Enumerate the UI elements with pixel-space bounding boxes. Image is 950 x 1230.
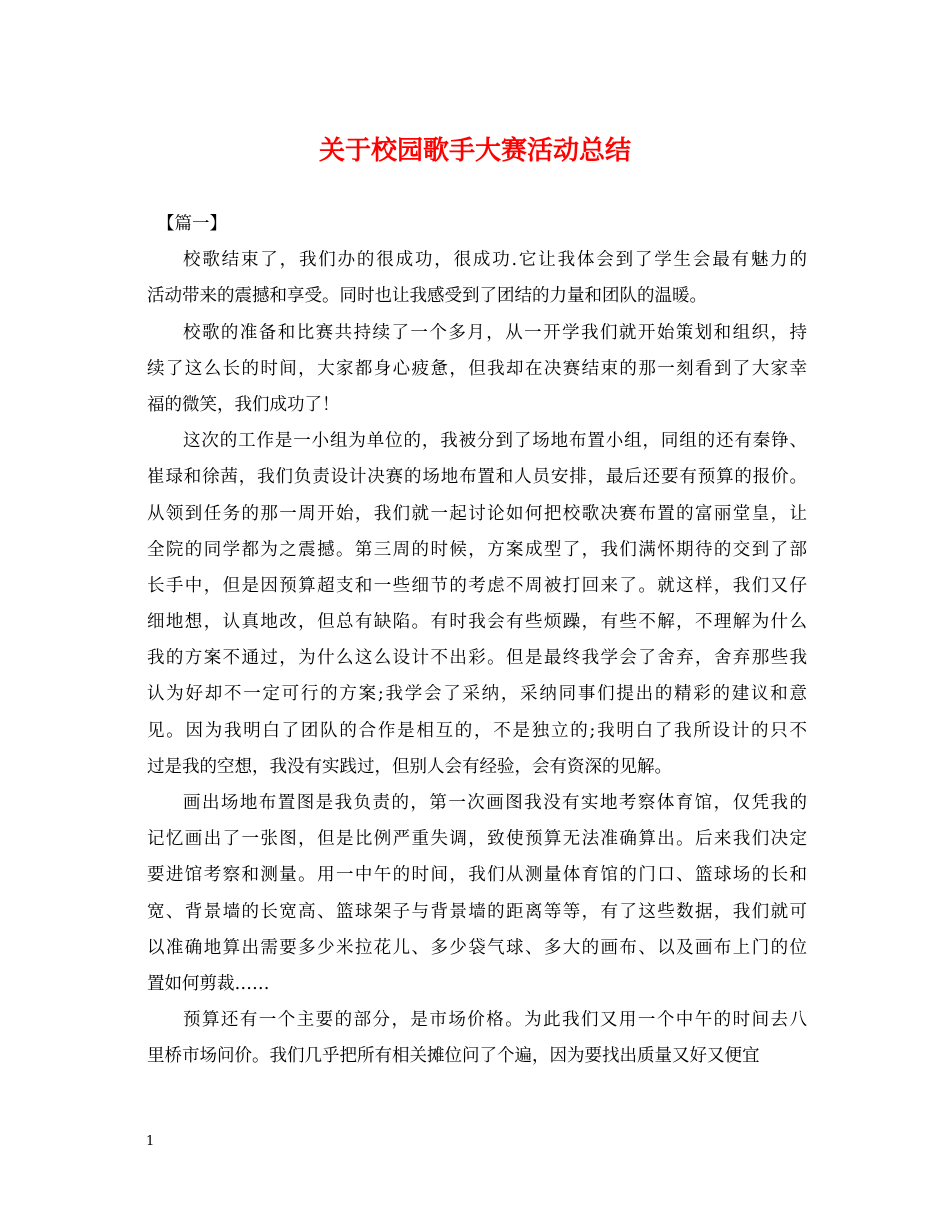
section-heading: 【篇一】 (157, 214, 227, 234)
paragraph-4-line: 要进馆考察和测量。用一中午的时间，我们从测量体育馆的门口、篮球场的长和 (147, 865, 807, 886)
paragraph-2-line: 福的微笑，我们成功了！ (147, 394, 340, 415)
paragraph-3-line: 过是我的空想，我没有实践过，但别人会有经验，会有资深的见解。 (147, 756, 672, 777)
document-title: 关于校园歌手大赛活动总结 (318, 136, 631, 166)
paragraph-3-line: 长手中，但是因预算超支和一些细节的考虑不周被打回来了。就这样，我们又仔 (147, 575, 807, 596)
paragraph-5-line: 预算还有一个主要的部分，是市场价格。为此我们又用一个中午的时间去八 (183, 1010, 807, 1031)
paragraph-2-line: 续了这么长的时间，大家都身心疲惫，但我却在决赛结束的那一刻看到了大家幸 (147, 358, 807, 379)
paragraph-4-line: 以准确地算出需要多少米拉花儿、多少袋气球、多大的画布、以及画布上门的位 (147, 937, 807, 958)
paragraph-4-line: 画出场地布置图是我负责的，第一次画图我没有实地考察体育馆，仅凭我的 (183, 793, 807, 813)
paragraph-3-line: 崔琭和徐茜，我们负责设计决赛的场地布置和人员安排，最后还要有预算的报价。 (147, 467, 807, 488)
paragraph-3-line: 见。因为我明白了团队的合作是相互的，不是独立的;我明白了我所设计的只不 (147, 720, 807, 741)
paragraph-3-line: 从领到任务的那一周开始，我们就一起讨论如何把校歌决赛布置的富丽堂皇，让 (147, 503, 807, 524)
paragraph-1-line: 校歌结束了，我们办的很成功，很成功.它让我体会到了学生会最有魅力的 (183, 250, 807, 271)
paragraph-3-line: 这次的工作是一小组为单位的，我被分到了场地布置小组，同组的还有秦铮、 (183, 431, 807, 452)
document-body (147, 206, 807, 1075)
paragraph-3-line: 认为好却不一定可行的方案;我学会了采纳，采纳同事们提出的精彩的建议和意 (147, 684, 807, 705)
paragraph-3-line: 细地想，认真地改，但总有缺陷。有时我会有些烦躁，有些不解，不理解为什么 (147, 612, 807, 633)
paragraph-3-line: 全院的同学都为之震撼。第三周的时候，方案成型了，我们满怀期待的交到了部 (147, 539, 807, 560)
paragraph-5-line: 里桥市场问价。我们几乎把所有相关摊位问了个遍，因为要找出质量又好又便宜 (147, 1046, 760, 1067)
paragraph-4-line: 置如何剪裁…… (147, 973, 270, 994)
paragraph-3-line: 我的方案不通过，为什么这么设计不出彩。但是最终我学会了舍弃，舍弃那些我 (147, 648, 807, 669)
paragraph-4-line: 记忆画出了一张图，但是比例严重失调，致使预算无法准确算出。后来我们决定 (147, 829, 807, 850)
paragraph-4-line: 宽、背景墙的长宽高、篮球架子与背景墙的距离等等，有了这些数据，我们就可 (147, 901, 807, 922)
paragraph-1-line: 活动带来的震撼和享受。同时也让我感受到了团结的力量和团队的温暖。 (147, 286, 707, 307)
page-number: 1 (146, 1134, 155, 1149)
paragraph-2-line: 校歌的准备和比赛共持续了一个多月，从一开学我们就开始策划和组织，持 (183, 322, 807, 343)
